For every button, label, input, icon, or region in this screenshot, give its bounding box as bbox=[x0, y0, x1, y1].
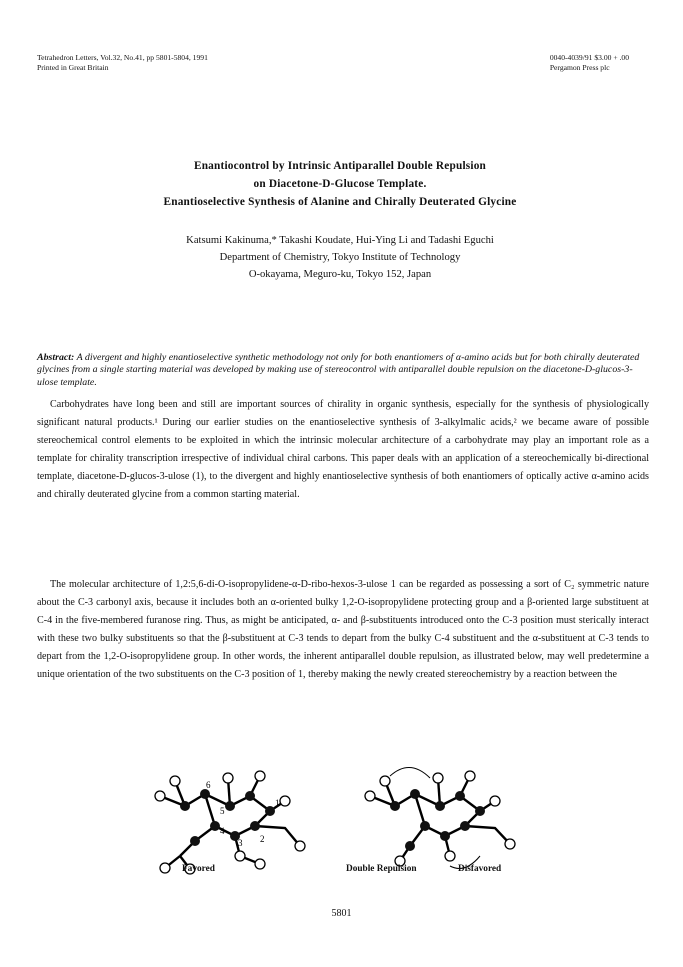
abstract bbox=[37, 352, 649, 389]
affiliation-address: O-okayama, Meguro-ku, Tokyo 152, Japan bbox=[248, 269, 432, 280]
affiliation-dept: Department of Chemistry, Tokyo Institute of Technology bbox=[219, 252, 461, 263]
body-paragraph-1 bbox=[37, 396, 649, 505]
atom-label-1: 1 bbox=[275, 798, 280, 808]
author-names: Katsumi Kakinuma,* Takashi Koudate, Hui-Ying Li and Tadashi Eguchi bbox=[186, 235, 494, 246]
atom-label-6: 6 bbox=[206, 780, 211, 790]
paper-title bbox=[60, 157, 620, 211]
disfavored-model bbox=[370, 776, 510, 861]
repulsion-arrow-top bbox=[390, 767, 430, 778]
atom-label-3: 3 bbox=[238, 838, 243, 848]
publisher: Pergamon Press plc bbox=[549, 63, 610, 72]
title-line-1: Enantiocontrol by Intrinsic Antiparallel Double Repulsion bbox=[193, 160, 487, 172]
molecular-model-figure bbox=[120, 756, 560, 876]
caption-disfavored: Disfavored bbox=[458, 864, 502, 874]
body-paragraph-2 bbox=[37, 576, 649, 685]
atom-label-5: 5 bbox=[220, 806, 225, 816]
article-code: 0040-4039/91 $3.00 + .00 bbox=[549, 53, 629, 62]
journal-citation: Tetrahedron Letters, Vol.32, No.41, pp 5801-5804, 1991 bbox=[37, 53, 208, 62]
caption-double-repulsion: Double Repulsion bbox=[346, 864, 417, 874]
caption-favored: Favored bbox=[182, 864, 215, 874]
paragraph-text: The molecular architecture of 1,2:5,6-di-O-isopropylidene-α-D-ribo-hexos-3-ulose 1 can be regarded as possessing a sort of C₂ symmetric nature about the C-3 carbonyl axis, because it includes both an α-oriented bulky 1,2-O-isopropylidene protecting group and a β-oriented large substituent at C-4 in the five-membered furanose ring. Thus, as might be anticipated, α- and β-substituents introduced onto the C-3 position must sterically interact with these two bulky substituents so that the β-substituent at C-3 tends to depart from the bulky C-4 substituent and the α-substituent at C-3 tends to depart from the 1,2-O-isopropylidene group. In other words, the inherent antiparallel double repulsion, as illustrated below, may well predetermine a unique orientation of the two substituents on the C-3 position of 1, thereby making the newly created stereochemistry by a reaction between the bbox=[37, 579, 649, 681]
title-line-3: Enantioselective Synthesis of Alanine and Chirally Deuterated Glycine bbox=[163, 196, 517, 208]
abstract-label: Abstract: bbox=[37, 352, 75, 363]
publisher-header bbox=[550, 53, 629, 73]
atom-label-4: 4 bbox=[220, 826, 225, 836]
paragraph-text: Carbohydrates have long been and still are important sources of chirality in organic synthesis, especially for the synthesis of physiologically significant natural products.¹ During our earlier studies on the enantioselective synthesis of 3-alkylmalic acids,² we became aware of possible stereochemical control elements to be exploited in which the intrinsic molecular architecture of a carbohydrate may play an important role as a template for chirality transcription irrespective of individual chiral carbons. This paper deals with an application of a stereochemically bi-directional template, diacetone-D-glucos-3-ulose (1), to the divergent and highly enantioselective synthesis of both enantiomers of optically active α-amino acids and chirally deuterated glycine from a common starting material. bbox=[37, 399, 649, 501]
author-block bbox=[60, 232, 620, 283]
disfavored-oxygens bbox=[365, 771, 515, 866]
atom-label-2: 2 bbox=[260, 834, 265, 844]
favored-model bbox=[160, 776, 300, 869]
abstract-text: A divergent and highly enantioselective synthetic methodology not only for both enantiomers of α-amino acids but for both chirally deuterated glycines from a single starting material was developed by making use of stereocontrol with antiparallel double repulsion on the diacetone-D-glucos-3-ulose template. bbox=[37, 352, 640, 388]
page-number: 5801 bbox=[331, 908, 352, 919]
title-line-2: on Diacetone-D-Glucose Template. bbox=[253, 178, 427, 190]
journal-header bbox=[37, 53, 208, 73]
printed-in: Printed in Great Britain bbox=[37, 63, 109, 72]
